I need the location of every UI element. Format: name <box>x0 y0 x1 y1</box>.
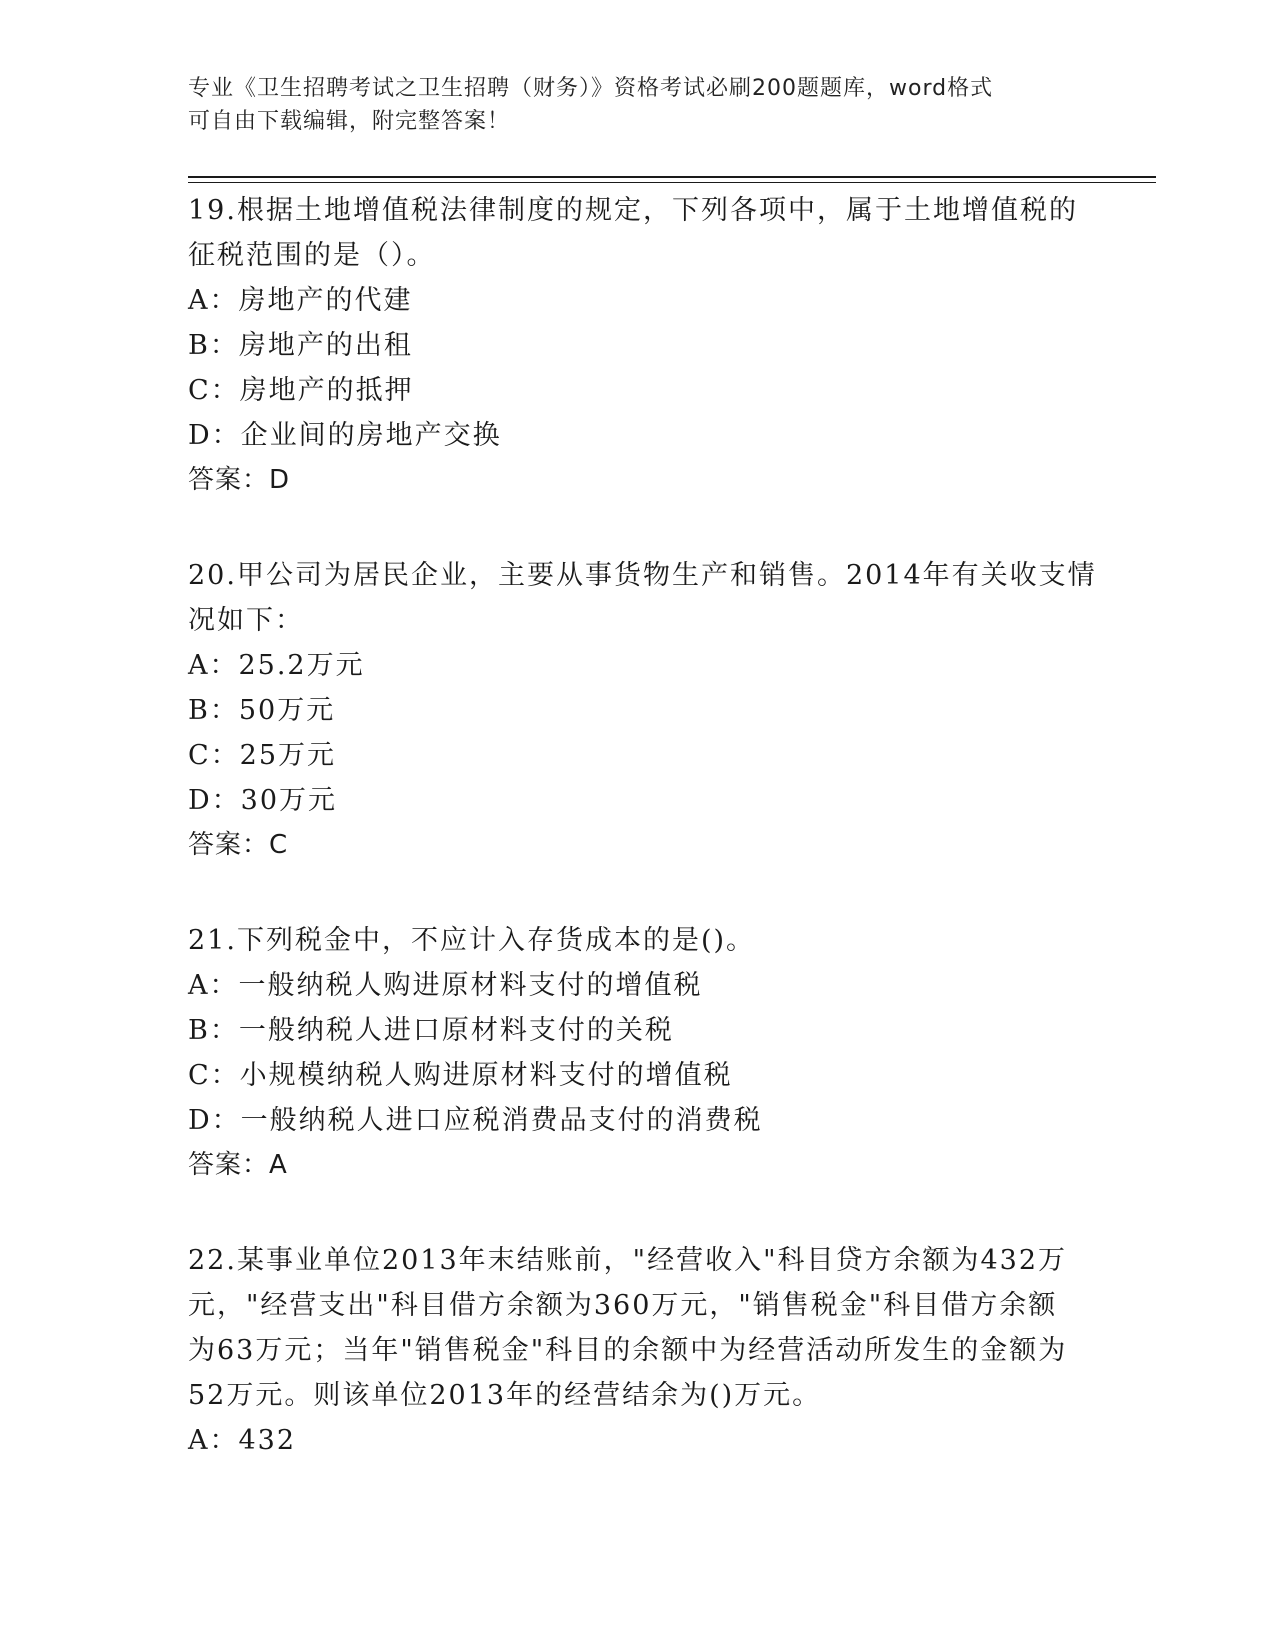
option-b: B：50万元 <box>188 695 336 726</box>
answer-text: 答案：D <box>188 465 291 495</box>
answer-text: 答案：C <box>188 830 289 860</box>
header-divider-thin <box>188 182 1156 183</box>
option-d: D：企业间的房地产交换 <box>188 420 502 451</box>
option-d: D：30万元 <box>188 785 338 816</box>
question-stem <box>188 188 1088 278</box>
header-divider-thick <box>188 176 1156 178</box>
question-22 <box>188 1238 1088 1463</box>
option-a: A：房地产的代建 <box>188 285 413 316</box>
document-header <box>188 72 1068 138</box>
question-19 <box>188 188 1088 503</box>
stem-line: 19.根据土地增值税法律制度的规定，下列各项中，属于土地增值税的 <box>188 195 1078 226</box>
option-b: B：房地产的出租 <box>188 330 413 361</box>
question-21 <box>188 918 1088 1188</box>
header-line-2: 可自由下载编辑，附完整答案！ <box>188 109 511 134</box>
stem-line: 为63万元；当年"销售税金"科目的余额中为经营活动所发生的金额为 <box>188 1335 1068 1366</box>
option-a: A：432 <box>188 1425 297 1456</box>
option-a: A：25.2万元 <box>188 650 365 681</box>
option-c: C：房地产的抵押 <box>188 375 414 406</box>
stem-line: 征税范围的是（）。 <box>188 240 436 271</box>
answer-text: 答案：A <box>188 1150 288 1180</box>
question-stem <box>188 1238 1088 1418</box>
stem-line: 况如下： <box>188 605 304 636</box>
stem-line: 20.甲公司为居民企业，主要从事货物生产和销售。2014年有关收支情 <box>188 560 1097 591</box>
option-d: D：一般纳税人进口应税消费品支付的消费税 <box>188 1105 763 1136</box>
stem-line: 21.下列税金中，不应计入存货成本的是()。 <box>188 925 756 956</box>
stem-line: 元，"经营支出"科目借方余额为360万元，"销售税金"科目借方余额 <box>188 1290 1058 1321</box>
question-stem <box>188 918 1088 963</box>
question-stem <box>188 553 1097 643</box>
question-20 <box>188 553 1097 868</box>
option-b: B：一般纳税人进口原材料支付的关税 <box>188 1015 674 1046</box>
stem-line: 22.某事业单位2013年末结账前，"经营收入"科目贷方余额为432万 <box>188 1245 1068 1276</box>
option-a: A：一般纳税人购进原材料支付的增值税 <box>188 970 703 1001</box>
option-c: C：小规模纳税人购进原材料支付的增值税 <box>188 1060 733 1091</box>
stem-line: 52万元。则该单位2013年的经营结余为()万元。 <box>188 1380 822 1411</box>
option-c: C：25万元 <box>188 740 337 771</box>
header-line-1: 专业《卫生招聘考试之卫生招聘（财务）》资格考试必刷200题题库，word格式 <box>188 76 994 101</box>
